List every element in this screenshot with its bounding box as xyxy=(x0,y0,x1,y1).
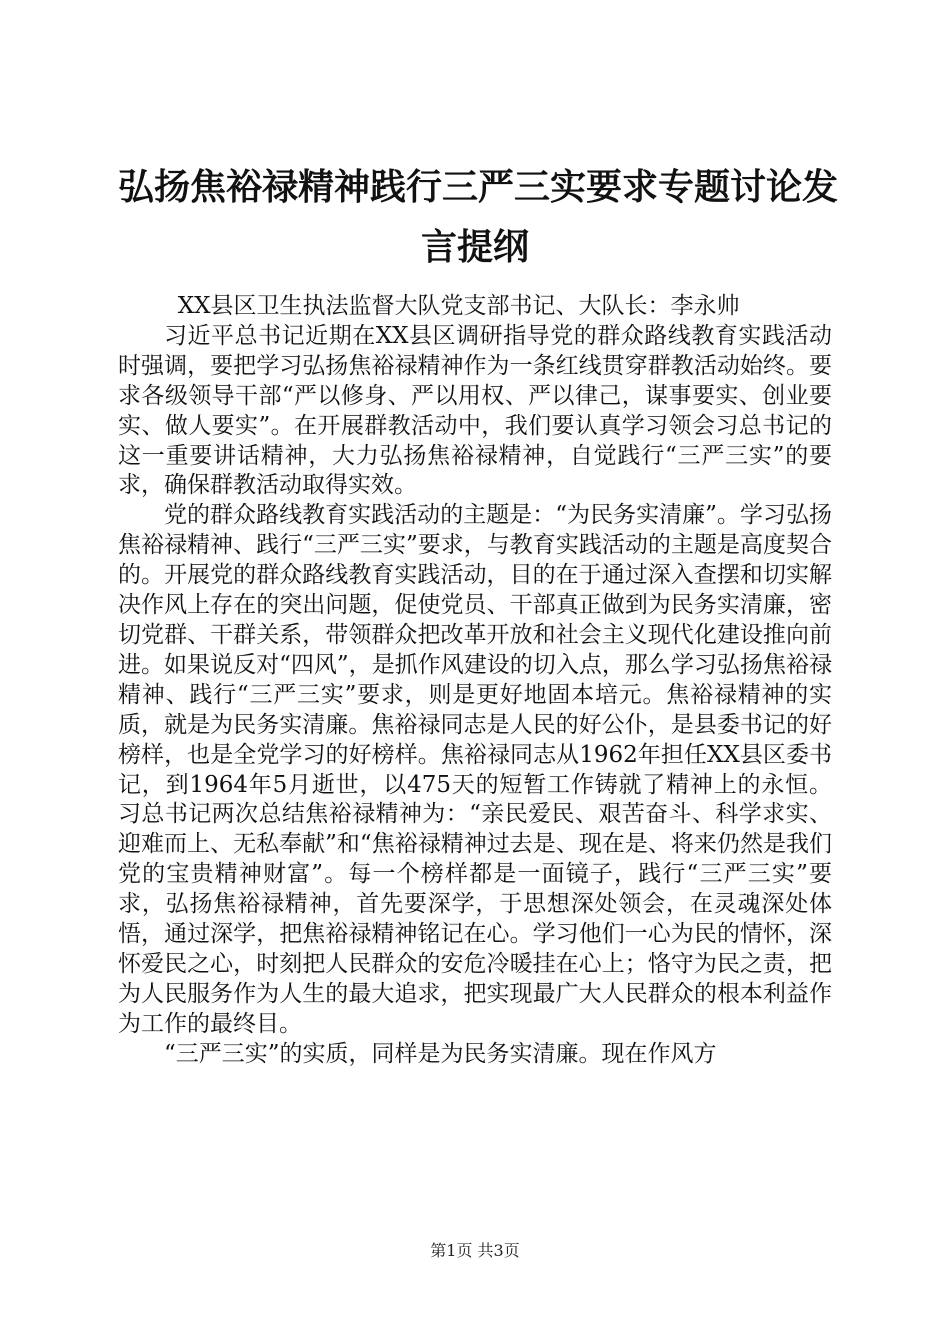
paragraph-2: 党的群众路线教育实践活动的主题是：“为民务实清廉”。学习弘扬焦裕禄精神、践行“三严三实”要求，与教育实践活动的主题是高度契合的。开展党的群众路线教育实践活动，目的在于通过深入查摆和切实解决作风上存在的突出问题，促使党员、干部真正做到为民务实清廉，密切党群、干群关系，带领群众把改革开放和社会主义现代化建设推向前进。如果说反对“四风”，是抓作风建设的切入点，那么学习弘扬焦裕禄精神、践行“三严三实”要求，则是更好地固本培元。焦裕禄精神的实质，就是为民务实清廉。焦裕禄同志是人民的好公仆，是县委书记的好榜样，也是全党学习的好榜样。焦裕禄同志从1962年担任XX县区委书记，到1964年5月逝世，以475天的短暂工作铸就了精神上的永恒。习总书记两次总结焦裕禄精神为：“亲民爱民、艰苦奋斗、科学求实、迎难而上、无私奉献”和“焦裕禄精神过去是、现在是、将来仍然是我们党的宝贵精神财富”。每一个榜样都是一面镜子，践行“三严三实”要求，弘扬焦裕禄精神，首先要深学，于思想深处领会，在灵魂深处体悟，通过深学，把焦裕禄精神铭记在心。学习他们一心为民的情怀，深怀爱民之心，时刻把人民群众的安危冷暖挂在心上；恪守为民之责，把为人民服务作为人生的最大追求，把实现最广大人民群众的根本利益作为工作的最终目。 xyxy=(118,502,832,1037)
paragraph-3: “三严三实”的实质，同样是为民务实清廉。现在作风方 xyxy=(164,1040,717,1067)
title-line-2: 言提纲 xyxy=(420,227,529,268)
document-title xyxy=(118,158,839,278)
document-body xyxy=(118,292,832,1070)
author-line: XX县区卫生执法监督大队党支部书记、大队长：李永帅 xyxy=(177,293,740,319)
paragraph-1: 习近平总书记近期在XX县区调研指导党的群众路线教育实践活动时强调，要把学习弘扬焦裕禄精神作为一条红线贯穿群教活动始终。要求各级领导干部“严以修身、严以用权、严以律己，谋事要实、创业要实、做人要实”。在开展群教活动中，我们要认真学习领会习总书记的这一重要讲话精神，大力弘扬焦裕禄精神，自觉践行“三严三实”的要求，确保群教活动取得实效。 xyxy=(118,322,832,499)
page-footer xyxy=(0,1240,950,1262)
title-line-1: 弘扬焦裕禄精神践行三严三实要求专题讨论发 xyxy=(118,167,839,208)
page-indicator: 第1页 共3页 xyxy=(430,1241,520,1260)
